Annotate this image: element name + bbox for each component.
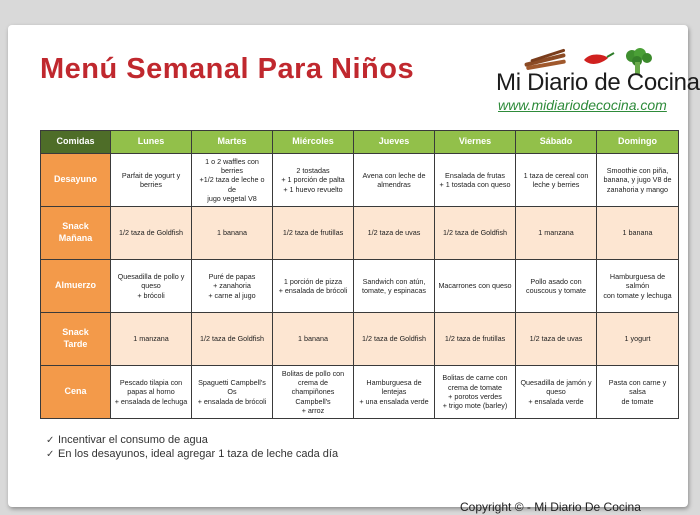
table-cell: 1 taza de cereal con leche y berries bbox=[516, 154, 597, 207]
table-cell: Pescado tilapia con papas al horno + ensalada de lechuga bbox=[111, 366, 192, 419]
row-label: Snack Tarde bbox=[41, 313, 111, 366]
checkmark-icon: ✓ bbox=[46, 434, 55, 446]
note-item bbox=[46, 433, 338, 447]
table-cell: 1/2 taza de uvas bbox=[516, 313, 597, 366]
table-cell: Spaguetti Campbell's Os + ensalada de brócoli bbox=[192, 366, 273, 419]
logo-url-link[interactable]: www.midiariodecocina.com bbox=[498, 97, 667, 113]
table-row bbox=[41, 313, 679, 366]
table-cell: 1/2 taza de Goldfish bbox=[192, 313, 273, 366]
table-cell: Bolitas de carne con crema de tomate + porotos verdes + trigo mote (barley) bbox=[435, 366, 516, 419]
table-cell: Pollo asado con couscous y tomate bbox=[516, 260, 597, 313]
header-day: Martes bbox=[192, 131, 273, 154]
table-cell: 1 yogurt bbox=[597, 313, 679, 366]
table-row bbox=[41, 207, 679, 260]
note-text: Incentivar el consumo de agua bbox=[58, 434, 208, 446]
table-cell: Avena con leche de almendras bbox=[354, 154, 435, 207]
checkmark-icon: ✓ bbox=[46, 448, 55, 460]
table-cell: 1 o 2 waffles con berries +1/2 taza de leche o de jugo vegetal V8 bbox=[192, 154, 273, 207]
table-cell: Parfait de yogurt y berries bbox=[111, 154, 192, 207]
logo-name: Mi Diario de Cocina bbox=[496, 69, 700, 96]
row-label: Almuerzo bbox=[41, 260, 111, 313]
table-cell: 1 banana bbox=[192, 207, 273, 260]
table-cell: 1/2 taza de frutillas bbox=[435, 313, 516, 366]
table-cell: Puré de papas + zanahoria + carne al jugo bbox=[192, 260, 273, 313]
row-label: Desayuno bbox=[41, 154, 111, 207]
table-cell: 1/2 taza de Goldfish bbox=[111, 207, 192, 260]
copyright-text: Copyright © - Mi Diario De Cocina bbox=[460, 500, 641, 514]
table-row bbox=[41, 366, 679, 419]
table-cell: 1 manzana bbox=[516, 207, 597, 260]
table-row bbox=[41, 154, 679, 207]
table-cell: Ensalada de frutas + 1 tostada con queso bbox=[435, 154, 516, 207]
table-cell: Hamburguesa de salmón con tomate y lechuga bbox=[597, 260, 679, 313]
header-day: Lunes bbox=[111, 131, 192, 154]
header-day: Jueves bbox=[354, 131, 435, 154]
header-day: Miércoles bbox=[273, 131, 354, 154]
table-cell: Bolitas de pollo con crema de champiñones Campbell's + arroz bbox=[273, 366, 354, 419]
menu-sheet bbox=[8, 25, 700, 514]
table-cell: Quesadilla de jamón y queso + ensalada verde bbox=[516, 366, 597, 419]
table-cell: 1/2 taza de Goldfish bbox=[435, 207, 516, 260]
table-cell: 1/2 taza de frutillas bbox=[273, 207, 354, 260]
table-cell: 2 tostadas + 1 porción de palta + 1 huevo revuelto bbox=[273, 154, 354, 207]
table-cell: Sandwich con atún, tomate, y espinacas bbox=[354, 260, 435, 313]
table-cell: 1 porción de pizza + ensalada de brócoli bbox=[273, 260, 354, 313]
table-row bbox=[41, 260, 679, 313]
table-cell: 1 manzana bbox=[111, 313, 192, 366]
notes-list bbox=[46, 433, 338, 461]
header-day: Sábado bbox=[516, 131, 597, 154]
header-day: Domingo bbox=[597, 131, 679, 154]
header-day: Viernes bbox=[435, 131, 516, 154]
table-cell: Quesadilla de pollo y queso + brócoli bbox=[111, 260, 192, 313]
logo bbox=[496, 55, 700, 117]
table-cell: Pasta con carne y salsa de tomate bbox=[597, 366, 679, 419]
note-item bbox=[46, 447, 338, 461]
page-title: Menú Semanal Para Niños bbox=[40, 53, 415, 85]
table-cell: 1 banana bbox=[273, 313, 354, 366]
table-cell: Hamburguesa de lentejas + una ensalada verde bbox=[354, 366, 435, 419]
row-label: Cena bbox=[41, 366, 111, 419]
table-header-row bbox=[41, 131, 679, 154]
weekly-menu-table bbox=[40, 130, 679, 419]
table-cell: Macarrones con queso bbox=[435, 260, 516, 313]
table-cell: 1/2 taza de uvas bbox=[354, 207, 435, 260]
note-text: En los desayunos, ideal agregar 1 taza de leche cada día bbox=[58, 448, 339, 460]
table-cell: 1/2 taza de Goldfish bbox=[354, 313, 435, 366]
table-cell: Smoothie con piña, banana, y jugo V8 de zanahoria y mango bbox=[597, 154, 679, 207]
header-comidas: Comidas bbox=[41, 131, 111, 154]
table-cell: 1 banana bbox=[597, 207, 679, 260]
row-label: Snack Mañana bbox=[41, 207, 111, 260]
